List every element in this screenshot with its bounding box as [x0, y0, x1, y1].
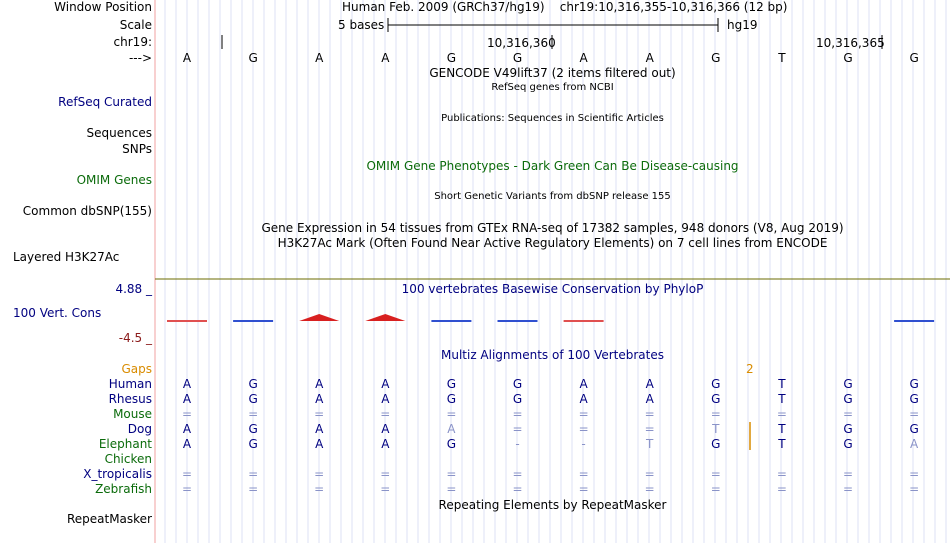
aligned-base: = — [842, 407, 854, 421]
aligned-base: = — [446, 467, 457, 481]
species-label[interactable]: Mouse — [113, 407, 152, 421]
layered-h3k27ac-label[interactable]: Layered H3K27Ac — [13, 250, 120, 264]
sequence-base: A — [579, 51, 588, 65]
aligned-base: = — [578, 407, 589, 421]
aligned-base: T — [778, 422, 786, 436]
aligned-base: A — [579, 392, 588, 406]
aligned-base: G — [843, 392, 853, 406]
aligned-base: G — [909, 377, 919, 391]
common-dbsnp-label[interactable]: Common dbSNP(155) — [22, 204, 152, 218]
gencode-track-title[interactable]: GENCODE V49lift37 (2 items filtered out) — [429, 66, 676, 80]
aligned-base: T — [778, 437, 786, 451]
aligned-base: = — [644, 407, 655, 421]
scale-left-text: 5 bases — [338, 18, 385, 32]
window-position-value: Human Feb. 2009 (GRCh37/hg19) chr19:10,316,355-10,316,366 (12 bp) — [342, 0, 788, 14]
sequence-base: G — [843, 51, 853, 65]
species-label[interactable]: Elephant — [98, 437, 152, 451]
aligned-base: A — [381, 392, 390, 406]
aligned-base: G — [843, 422, 853, 436]
aligned-base: = — [578, 422, 589, 436]
aligned-base: A — [182, 422, 192, 436]
aligned-base: = — [248, 407, 259, 421]
strand-label: ---> — [128, 51, 152, 65]
phylop-bar-positive — [365, 314, 405, 321]
aligned-base: G — [909, 422, 919, 436]
aligned-base: = — [644, 422, 655, 436]
multiz-track-title[interactable]: Multiz Alignments of 100 Vertebrates — [440, 348, 665, 362]
aligned-base: = — [314, 482, 325, 496]
aligned-base: A — [909, 437, 919, 451]
phylop-label[interactable]: 100 Vert. Cons — [13, 306, 102, 320]
sequence-base: T — [778, 51, 786, 65]
dbsnp-track-title[interactable]: Short Genetic Variants from dbSNP release 155 — [434, 191, 671, 202]
phylop-bar-positive — [299, 314, 339, 321]
aligned-base: = — [909, 467, 920, 481]
aligned-base: = — [446, 407, 457, 421]
aligned-base: = — [380, 467, 391, 481]
aligned-base: = — [710, 482, 721, 496]
aligned-base: A — [315, 392, 324, 406]
aligned-base: A — [315, 377, 324, 391]
aligned-base: A — [315, 437, 324, 451]
aligned-base: T — [646, 437, 654, 451]
aligned-base: A — [381, 422, 390, 436]
phylop-max-label: 4.88 _ — [115, 282, 152, 296]
aligned-base: = — [512, 407, 523, 421]
aligned-base: A — [447, 422, 456, 436]
aligned-base: G — [711, 392, 721, 406]
aligned-base: - — [581, 437, 586, 451]
position-tick-1: 10,316,360 — [487, 36, 556, 50]
aligned-base: = — [248, 482, 259, 496]
aligned-base: A — [381, 437, 390, 451]
aligned-base: = — [776, 467, 787, 481]
phylop-track-title[interactable]: 100 vertebrates Basewise Conservation by PhyloP — [401, 282, 704, 296]
sequence-base: A — [315, 51, 324, 65]
aligned-base: G — [711, 377, 721, 391]
snps-label[interactable]: SNPs — [122, 142, 152, 156]
aligned-base: = — [512, 422, 523, 436]
sequence-base: G — [446, 51, 457, 65]
aligned-base: = — [512, 467, 523, 481]
aligned-base: A — [645, 377, 654, 391]
aligned-base: G — [248, 392, 258, 406]
scale-label: Scale — [119, 18, 152, 32]
phylop-min-label: -4.5 _ — [118, 331, 152, 345]
gaps-label[interactable]: Gaps — [121, 362, 152, 376]
species-label[interactable]: Rhesus — [108, 392, 152, 406]
omim-track-title[interactable]: OMIM Gene Phenotypes - Dark Green Can Be Disease-causing — [366, 159, 739, 173]
aligned-base: A — [182, 437, 192, 451]
omim-genes-label[interactable]: OMIM Genes — [76, 173, 152, 187]
h3k27-track-title[interactable]: H3K27Ac Mark (Often Found Near Active Regulatory Elements) on 7 cell lines from ENCODE — [277, 236, 828, 250]
aligned-base: G — [248, 437, 258, 451]
sequences-label[interactable]: Sequences — [86, 126, 152, 140]
aligned-base: A — [381, 377, 390, 391]
aligned-base: = — [578, 482, 589, 496]
refseq-curated-label[interactable]: RefSeq Curated — [58, 95, 152, 109]
aligned-base: G — [248, 422, 258, 436]
aligned-base: G — [446, 392, 457, 406]
aligned-base: A — [645, 392, 654, 406]
aligned-base: G — [909, 392, 919, 406]
aligned-base: - — [515, 437, 520, 451]
gap-count: 2 — [746, 362, 754, 376]
aligned-base: = — [776, 482, 787, 496]
aligned-base: G — [843, 377, 853, 391]
sequence-base: A — [182, 51, 192, 65]
aligned-base: G — [843, 437, 853, 451]
aligned-base: = — [578, 467, 589, 481]
aligned-base: G — [248, 377, 258, 391]
aligned-base: = — [909, 407, 920, 421]
aligned-base: G — [512, 377, 523, 391]
aligned-base: G — [711, 437, 721, 451]
publications-track-title[interactable]: Publications: Sequences in Scientific Articles — [441, 113, 664, 124]
sequence-base: G — [248, 51, 258, 65]
gtex-track-title[interactable]: Gene Expression in 54 tissues from GTEx RNA-seq of 17382 samples, 948 donors (V8, Aug 2019) — [261, 221, 844, 235]
scale-right-text: hg19 — [727, 18, 758, 32]
position-tick-2: 10,316,365 — [816, 36, 885, 50]
aligned-base: A — [182, 377, 192, 391]
species-label[interactable]: Chicken — [104, 452, 152, 466]
aligned-base: T — [778, 392, 786, 406]
aligned-base: G — [512, 392, 523, 406]
aligned-base: T — [712, 422, 720, 436]
aligned-base: = — [181, 467, 193, 481]
sequence-base: G — [909, 51, 919, 65]
aligned-base: A — [182, 392, 192, 406]
sequence-base: A — [381, 51, 390, 65]
aligned-base: G — [446, 377, 457, 391]
aligned-base: = — [842, 482, 854, 496]
aligned-base: = — [776, 407, 787, 421]
aligned-base: G — [446, 437, 457, 451]
aligned-base: A — [579, 377, 588, 391]
aligned-base: = — [644, 482, 655, 496]
chrom-label: chr19: — [113, 35, 152, 49]
aligned-base: A — [315, 422, 324, 436]
species-label[interactable]: Human — [108, 377, 152, 391]
species-label[interactable]: Dog — [127, 422, 152, 436]
repeatmasker-track-title[interactable]: Repeating Elements by RepeatMasker — [438, 498, 667, 512]
window-position-label: Window Position — [54, 0, 152, 14]
refseq-track-title[interactable]: RefSeq genes from NCBI — [491, 82, 614, 93]
aligned-base: = — [512, 482, 523, 496]
repeatmasker-label[interactable]: RepeatMasker — [66, 512, 152, 526]
sequence-base: G — [512, 51, 523, 65]
aligned-base: = — [710, 467, 721, 481]
aligned-base: = — [909, 482, 920, 496]
aligned-base: = — [380, 482, 391, 496]
aligned-base: = — [446, 482, 457, 496]
aligned-base: = — [181, 482, 193, 496]
sequence-base: A — [645, 51, 654, 65]
species-label[interactable]: X_tropicalis — [83, 467, 152, 481]
aligned-base: = — [181, 407, 193, 421]
aligned-base: = — [314, 467, 325, 481]
aligned-base: = — [380, 407, 391, 421]
aligned-base: = — [248, 467, 259, 481]
aligned-base: = — [842, 467, 854, 481]
aligned-base: T — [778, 377, 786, 391]
sequence-base: G — [711, 51, 721, 65]
aligned-base: = — [644, 467, 655, 481]
aligned-base: = — [314, 407, 325, 421]
aligned-base: = — [710, 407, 721, 421]
species-label[interactable]: Zebrafish — [95, 482, 152, 496]
